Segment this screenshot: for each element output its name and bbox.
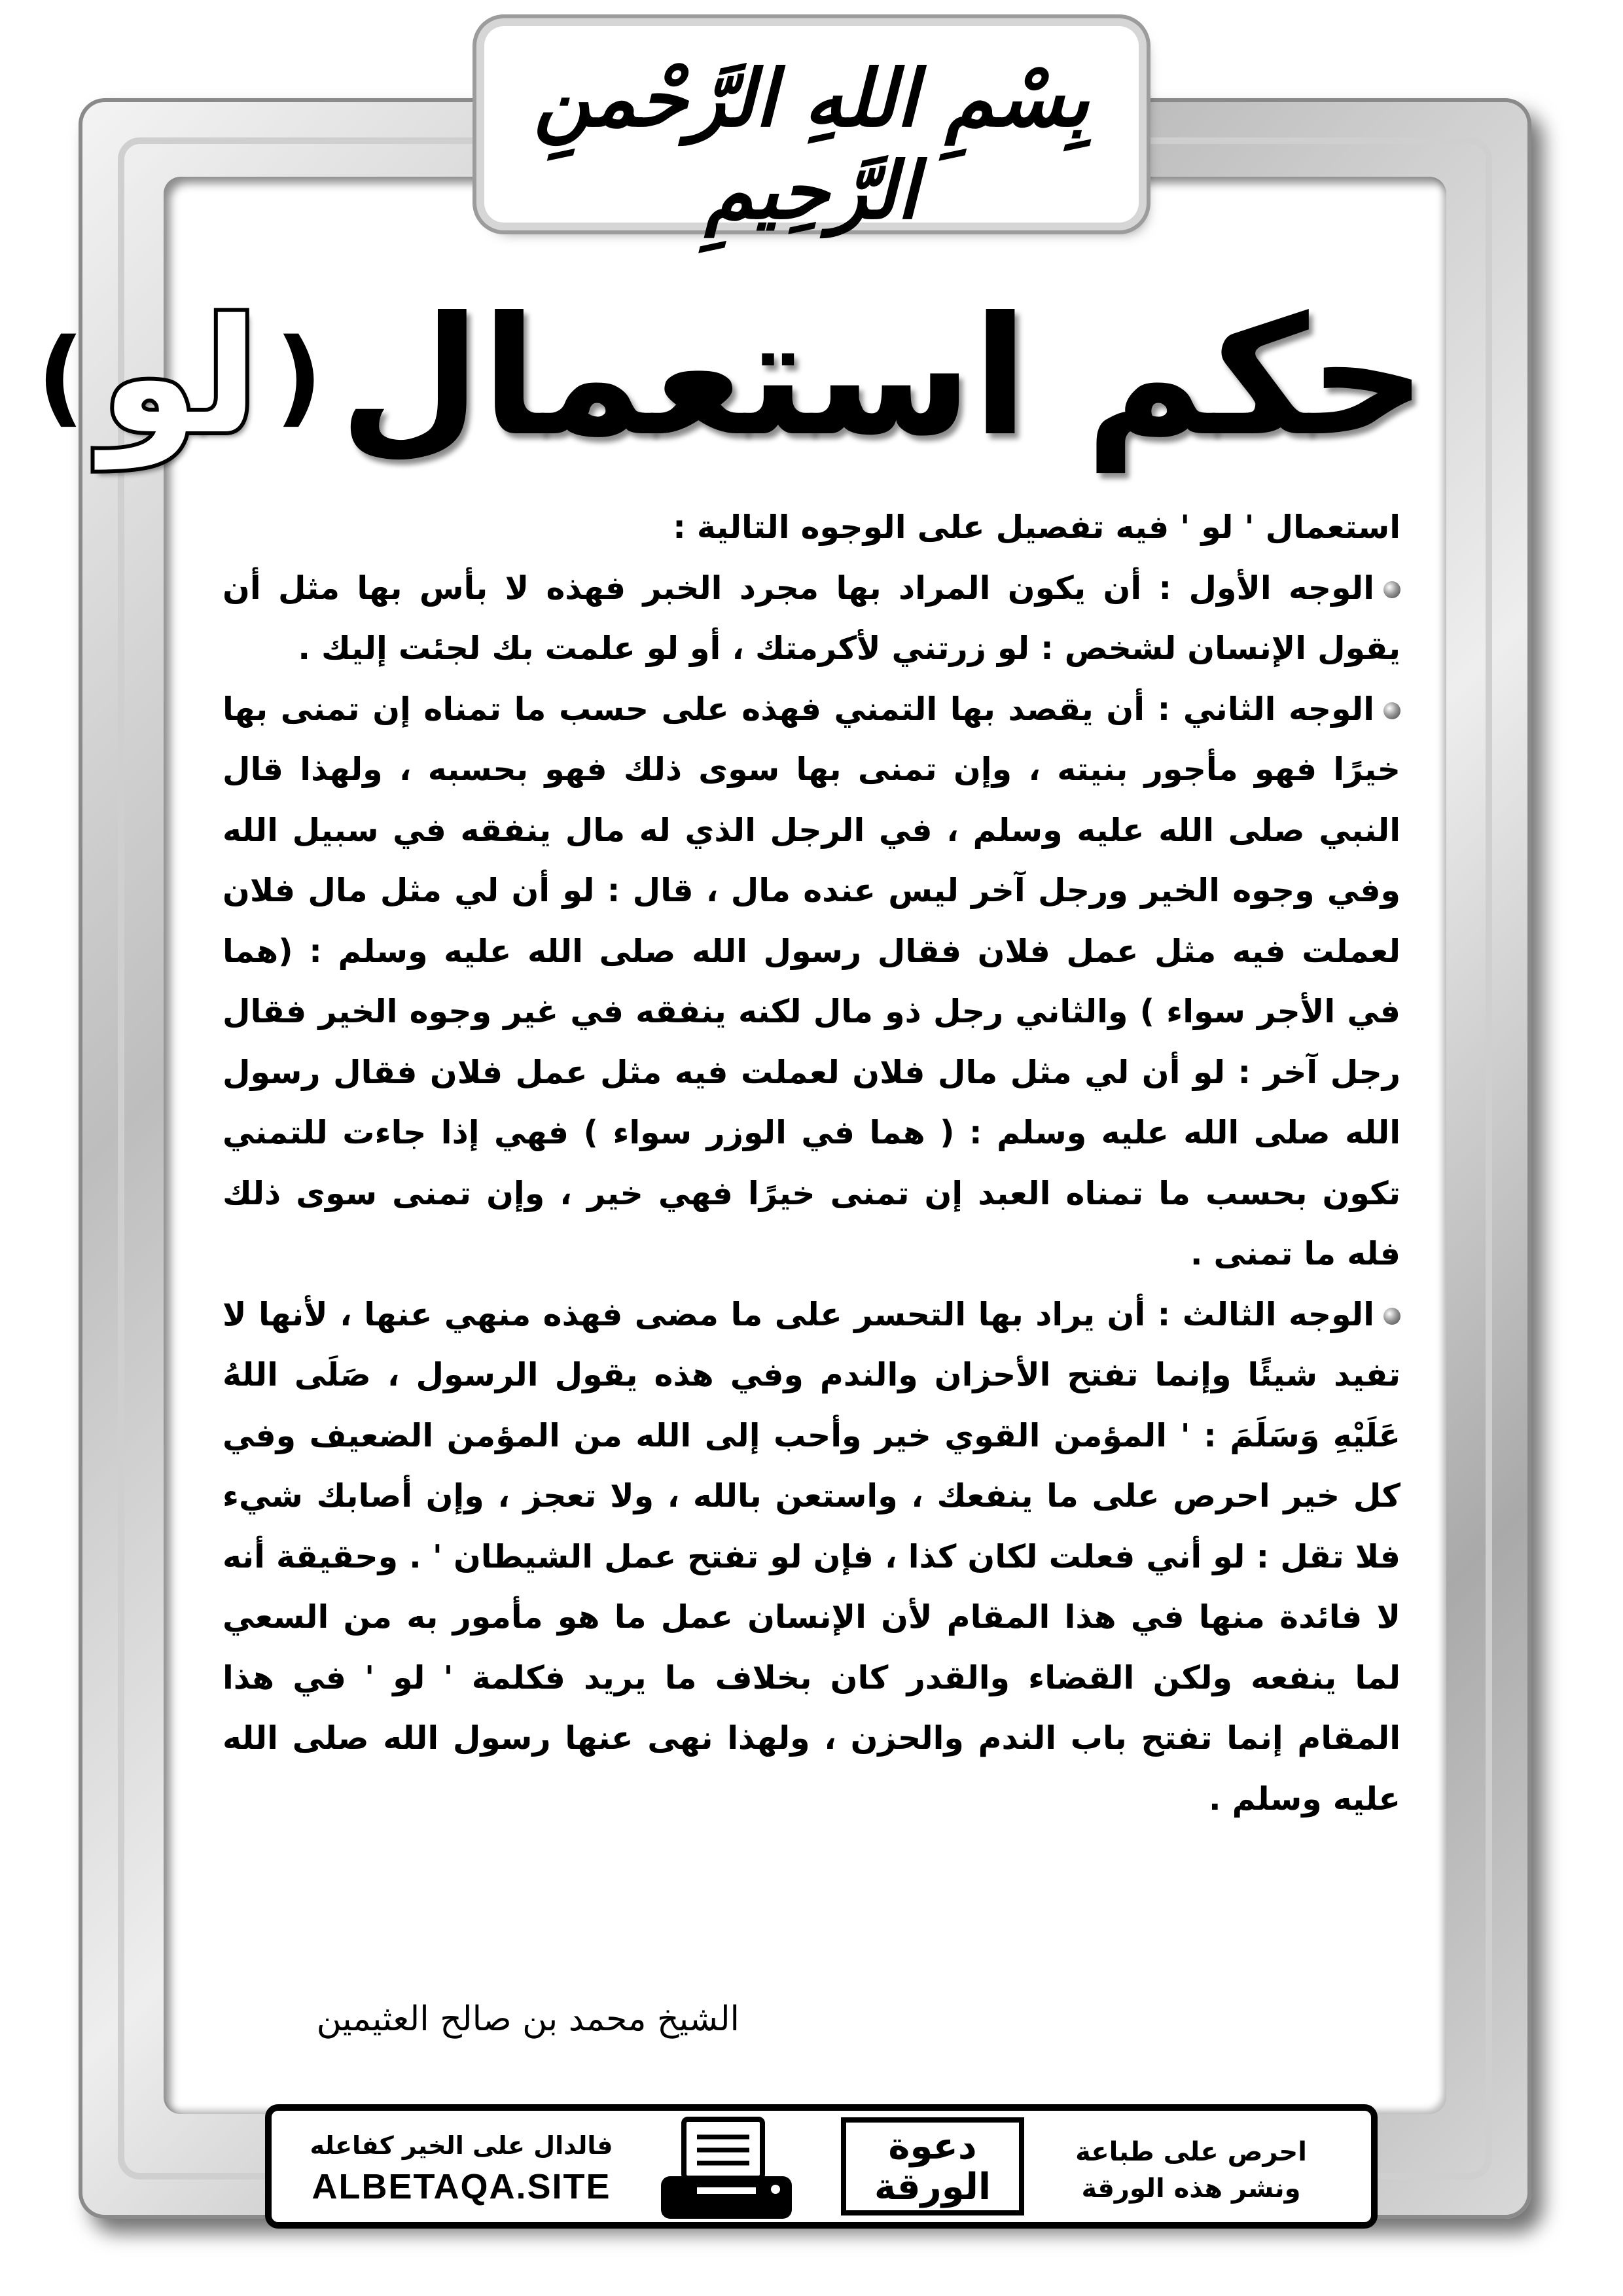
paragraph-first xyxy=(223,558,1400,679)
dawat-alwaraqa-logo xyxy=(841,2117,1024,2215)
paragraph-third xyxy=(223,1285,1400,1830)
footer-site xyxy=(291,2127,632,2210)
title-main: حكم استعمال xyxy=(339,281,1427,472)
logo-line2: الورقة xyxy=(874,2166,991,2208)
site-link[interactable]: ALBETAQA.SITE xyxy=(312,2167,611,2206)
logo-line1: دعوة xyxy=(888,2125,977,2168)
basmala-text: بِسْمِ اللهِ الرَّحْمنِ الرَّحِيمِ xyxy=(533,52,1090,237)
author-signature: الشيخ محمد بن صالح العثيمين xyxy=(316,2000,740,2039)
footer-print-note xyxy=(1037,2134,1345,2207)
title-open-paren: ( xyxy=(275,315,323,438)
title-word: لو xyxy=(101,285,259,469)
bullet-icon xyxy=(1383,702,1400,719)
footer-box xyxy=(265,2104,1378,2229)
bullet-icon xyxy=(1383,581,1400,598)
basmala-panel xyxy=(484,26,1139,237)
footer-right-line1: احرص على طباعة xyxy=(1075,2137,1307,2167)
article-body xyxy=(223,497,1400,1829)
intro-paragraph: استعمال ' لو ' فيه تفصيل على الوجوه التالية : xyxy=(673,509,1400,546)
paragraph-first-text: الوجه الأول : أن يكون المراد بها مجرد الخبر فهذه لا بأس بها مثل أن يقول الإنسان لشخص : لو زرتني لأكرمتك ، أو لو علمت بك لجئت إليك . xyxy=(223,569,1400,667)
printer-icon xyxy=(658,2114,802,2225)
footer-right-line2: ونشر هذه الورقة xyxy=(1081,2174,1301,2204)
paragraph-second-text: الوجه الثاني : أن يقصد بها التمني فهذه على حسب ما تمناه إن تمنى بها خيرًا فهو مأجور بنيته ، وإن تمنى بها سوى ذلك فهو بحسبه ، ولهذا قال النبي صلى الله عليه وسلم ، في الرجل الذي له مال ينفقه في سبيل الله وفي وجوه الخير ورجل آخر ليس عنده مال ، قال : لو أن لي مثل مال فلان لعملت فيه مثل عمل فلان فقال رسول الله صلى الله عليه وسلم : (هما في الأجر سواء ) والثاني رجل ذو مال لكنه ينفقه في غير وجوه الخير فقال رجل آخر : لو أن لي مثل مال فلان لعملت فيه مثل عمل فلان فقال رسول الله صلى الله عليه وسلم : ( هما في الوزر سواء ) فهي إذا جاءت للتمني تكون بحسب ما تمناه العبد إن تمنى خيرًا فهي خير ، وإن تمنى سوى ذلك فله ما تمنى . xyxy=(223,690,1400,1272)
page-title xyxy=(37,281,1427,497)
footer-left-line1: فالدال على الخير كفاعله xyxy=(310,2131,613,2160)
title-close-paren: ) xyxy=(37,315,85,438)
paragraph-third-text: الوجه الثالث : أن يراد بها التحسر على ما مضى فهذه منهي عنها ، لأنها لا تفيد شيئًا وإنما تفتح الأحزان والندم وفي هذه يقول الرسول ، صَلَى اللهُ عَلَيْهِ وَسَلَمَ : ' المؤمن القوي خير وأحب إلى الله من المؤمن الضعيف وفي كل خير احرص على ما ينفعك ، واستعن بالله ، ولا تعجز ، وإن أصابك شيء فلا تقل : لو أني فعلت لكان كذا ، فإن لو تفتح عمل الشيطان ' . وحقيقة أنه لا فائدة منها في هذا المقام لأن الإنسان عمل ما هو مأمور به من السعي لما ينفعه ولكن القضاء والقدر كان بخلاف ما يريد فكلمة ' لو ' في هذا المقام إنما تفتح باب الندم والحزن ، ولهذا نهى عنها رسول الله صلى الله عليه وسلم . xyxy=(223,1295,1400,1818)
bullet-icon xyxy=(1383,1308,1400,1325)
paragraph-second xyxy=(223,679,1400,1285)
